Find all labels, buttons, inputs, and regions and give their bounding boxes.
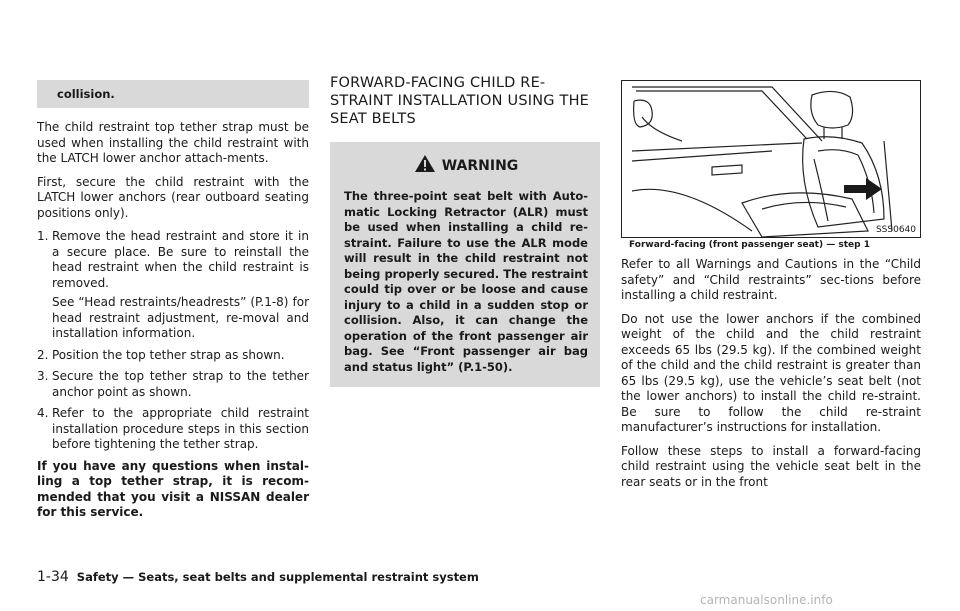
- step-subtext: See “Head restraints/headrests” (P.1-8) for head restraint adjustment, re-moval and installation information.: [52, 295, 309, 340]
- page-footer: [37, 569, 479, 585]
- middle-column: [330, 74, 600, 387]
- step-number: 2.: [37, 347, 49, 362]
- step-item: [37, 229, 309, 342]
- warning-header: [344, 146, 588, 189]
- direction-arrow-icon: [844, 178, 882, 200]
- weight-paragraph: Do not use the lower anchors if the combined weight of the child and the child restraint exceeds 65 lbs (29.5 kg). If the combined weight of the child and the child restraint is greater than 65 lbs (29.5 kg), use the vehicle’s seat belt (not the lower anchors) to install the child re-straint. Be sure to follow the child re-straint manufacturer’s instructions for installation.: [621, 311, 921, 434]
- step-item: [37, 369, 309, 400]
- step-text: Remove the head restraint and store it in a secure place. Be sure to reinstall the head restraint when the child restraint is removed.: [52, 229, 309, 290]
- right-column: [621, 80, 921, 498]
- step-item: [37, 406, 309, 453]
- chapter-title: Safety — Seats, seat belts and supplemental restraint system: [76, 570, 479, 584]
- figure-code: SSS0640: [875, 225, 916, 235]
- warning-title: WARNING: [441, 157, 519, 174]
- latch-paragraph: First, secure the child restraint with the LATCH lower anchors (rear outboard seating positions only).: [37, 174, 309, 220]
- step-text: Refer to the appropriate child restraint installation procedure steps in this section before tightening the tether strap.: [52, 406, 309, 451]
- refer-paragraph: Refer to all Warnings and Cautions in the “Child safety” and “Child restraints” sec-tions before installing a child restraint.: [621, 257, 921, 302]
- seat-drawing: [622, 81, 921, 238]
- continued-note-box: collision.: [37, 80, 309, 108]
- dealer-note: If you have any questions when instal-ling a top tether strap, it is recom-mended that you visit a NISSAN dealer for this service.: [37, 458, 309, 519]
- seat-illustration: [621, 80, 921, 238]
- figure-caption: Forward-facing (front passenger seat) — step 1: [629, 240, 870, 250]
- steps-list: [37, 229, 309, 453]
- warning-box: [330, 142, 600, 387]
- step-number: 3.: [37, 369, 49, 383]
- watermark: carmanualsonline.info: [700, 593, 833, 607]
- step-text: Secure the top tether strap to the tether anchor point as shown.: [52, 369, 309, 399]
- section-heading: FORWARD-FACING CHILD RE-STRAINT INSTALLATION USING THE SEAT BELTS: [330, 75, 590, 127]
- steps-intro-paragraph: Follow these steps to install a forward-facing child restraint using the vehicle seat belt in the rear seats or in the front: [621, 443, 921, 489]
- tether-paragraph: The child restraint top tether strap must be used when installing the child restraint with the LATCH lower anchor attach-ments.: [37, 120, 309, 165]
- step-text: Position the top tether strap as shown.: [52, 347, 285, 362]
- step-item: [37, 348, 309, 364]
- warning-triangle-icon: [414, 154, 436, 177]
- step-number: 1.: [37, 229, 49, 243]
- step-number: 4.: [37, 406, 49, 420]
- page-number: 1-34: [37, 569, 69, 585]
- warning-text: The three-point seat belt with Auto-matic Locking Retractor (ALR) must be used when installing a child re-straint. Failure to use the ALR mode will result in the child restraint not being properly secured. The restraint could tip over or be loose and cause injury to a child in a sudden stop or collision. Also, it can change the operation of the front passenger air bag. See “Front passenger air bag and status light” (P.1-50).: [344, 189, 588, 374]
- left-column: [37, 80, 309, 529]
